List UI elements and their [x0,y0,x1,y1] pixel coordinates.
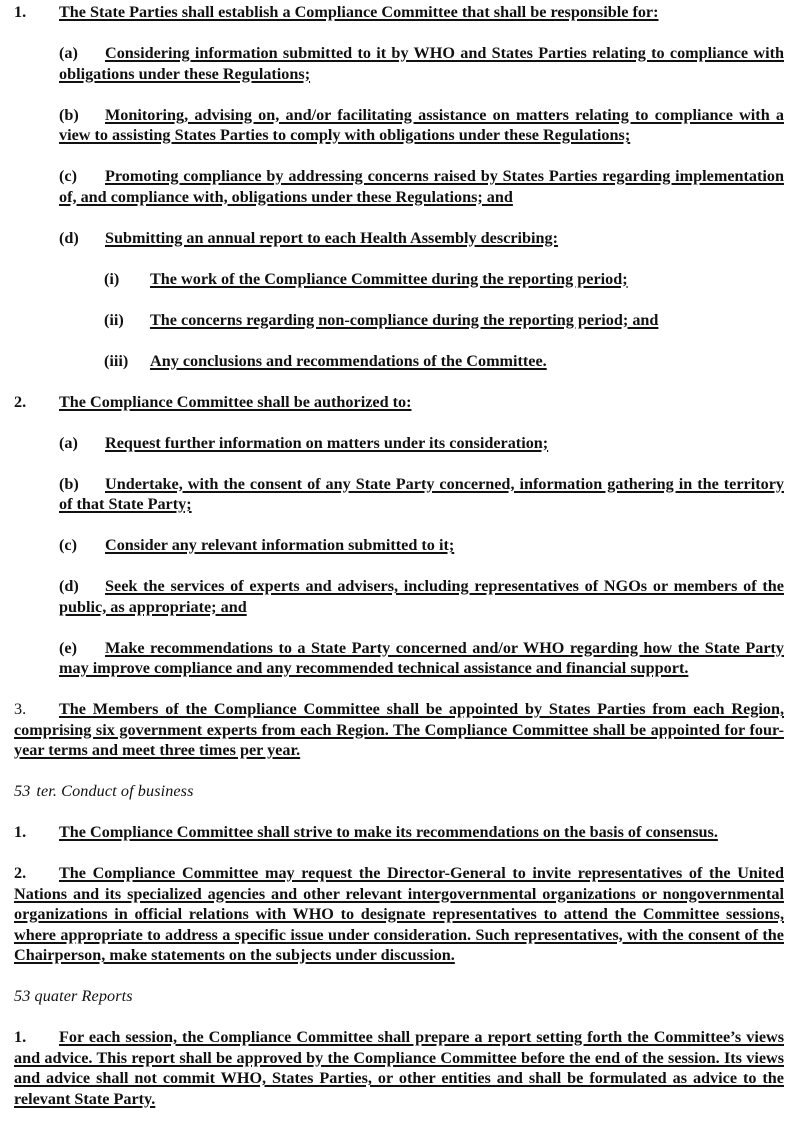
subitem-label: (iii) [104,351,129,370]
section-heading-53ter [14,781,784,802]
item-label: (c) [59,167,77,185]
item-text: Seek the services of experts and advisers, including representatives of NGOs or members of the public, as appropriate; and [59,577,784,616]
paragraph-text: The Compliance Committee shall be authorized to: [59,392,412,411]
heading-title: ter. Conduct of business [36,782,194,800]
item-text: Submitting an annual report to each Health Assembly describing: [105,228,558,247]
paragraph-1 [14,2,784,23]
heading-number: 53 [14,782,31,800]
item-label: (b) [59,474,79,493]
item-1c [14,166,784,207]
item-2a [14,433,784,454]
paragraph-text: The Members of the Compliance Committee shall be appointed by States Parties from each Region, comprising six government experts from each Region. The Compliance Committee shall be appointed for four-year terms and meet three times per year. [14,700,784,759]
subitem-iii [14,351,784,372]
paragraph-text: For each session, the Compliance Committee shall prepare a report setting forth the Committee’s views and advice. This report shall be approved by the Compliance Committee before the end of the session. Its views and advice shall not commit WHO, States Parties, or other entities and shall be formulated as advice to the relevant State Party. [14,1028,784,1108]
item-2b [14,474,784,515]
subitem-label: (i) [104,269,120,288]
quater-paragraph-1 [14,1027,784,1109]
subitem-label: (ii) [104,310,124,329]
subitem-ii [14,310,784,331]
item-label: (a) [59,433,78,452]
item-2d [14,576,784,617]
item-text: Consider any relevant information submitted to it; [105,536,455,554]
paragraph-number: 3. [14,700,27,718]
item-1a [14,43,784,84]
subitem-text: Any conclusions and recommendations of the Committee. [150,351,547,370]
paragraph-text: The Compliance Committee may request the Director-General to invite representatives of the United Nations and its specialized agencies and other relevant intergovernmental organizations or nongovernmental organizations in official relations with WHO to designate representatives to attend the Committee sessions, where appropriate to address a specific issue under consideration. Such representatives, with the consent of the Chairperson, make statements on the subjects under discussion. [14,864,784,964]
item-1b [14,105,784,146]
item-text: Monitoring, advising on, and/or facilitating assistance on matters relating to compliance with a view to assisting States Parties to comply with obligations under these Regulations; [59,105,784,144]
item-text: Promoting compliance by addressing concerns raised by States Parties regarding implementation of, and compliance with, obligations under these Regulations; and [59,167,784,206]
section-heading-53quater: 53 quater Reports [14,987,133,1005]
paragraph-number: 1. [14,1028,27,1046]
item-label: (c) [59,536,77,554]
item-text: Undertake, with the consent of any State Party concerned, information gathering in the territory of that State Party; [59,474,784,513]
paragraph-text: The Compliance Committee shall strive to make its recommendations on the basis of consensus. [59,823,718,841]
item-label: (a) [59,44,78,62]
item-label: (b) [59,105,79,124]
item-text: Considering information submitted to it by WHO and States Parties relating to compliance with obligations under these Regulations; [59,44,784,83]
paragraph-number: 1. [14,3,27,21]
ter-paragraph-2 [14,863,784,966]
subitem-text: The concerns regarding non-compliance during the reporting period; and [150,310,659,329]
paragraph-3 [14,699,784,761]
item-label: (e) [59,638,77,657]
subitem-i [14,269,784,290]
item-text: Request further information on matters under its consideration; [105,433,549,452]
subitem-text: The work of the Compliance Committee during the reporting period; [150,269,628,288]
item-label: (d) [59,228,79,247]
item-text: Make recommendations to a State Party concerned and/or WHO regarding how the State Party may improve compliance and any recommended technical assistance and financial support. [59,638,784,677]
ter-paragraph-1 [14,822,784,843]
paragraph-number: 1. [14,823,27,841]
paragraph-number: 2. [14,864,27,882]
paragraph-2 [14,392,784,413]
item-1d [14,228,784,249]
item-label: (d) [59,577,79,595]
item-2e [14,638,784,679]
item-2c [14,535,784,556]
paragraph-text: The State Parties shall establish a Compliance Committee that shall be responsible for: [59,3,659,21]
paragraph-number: 2. [14,392,27,411]
